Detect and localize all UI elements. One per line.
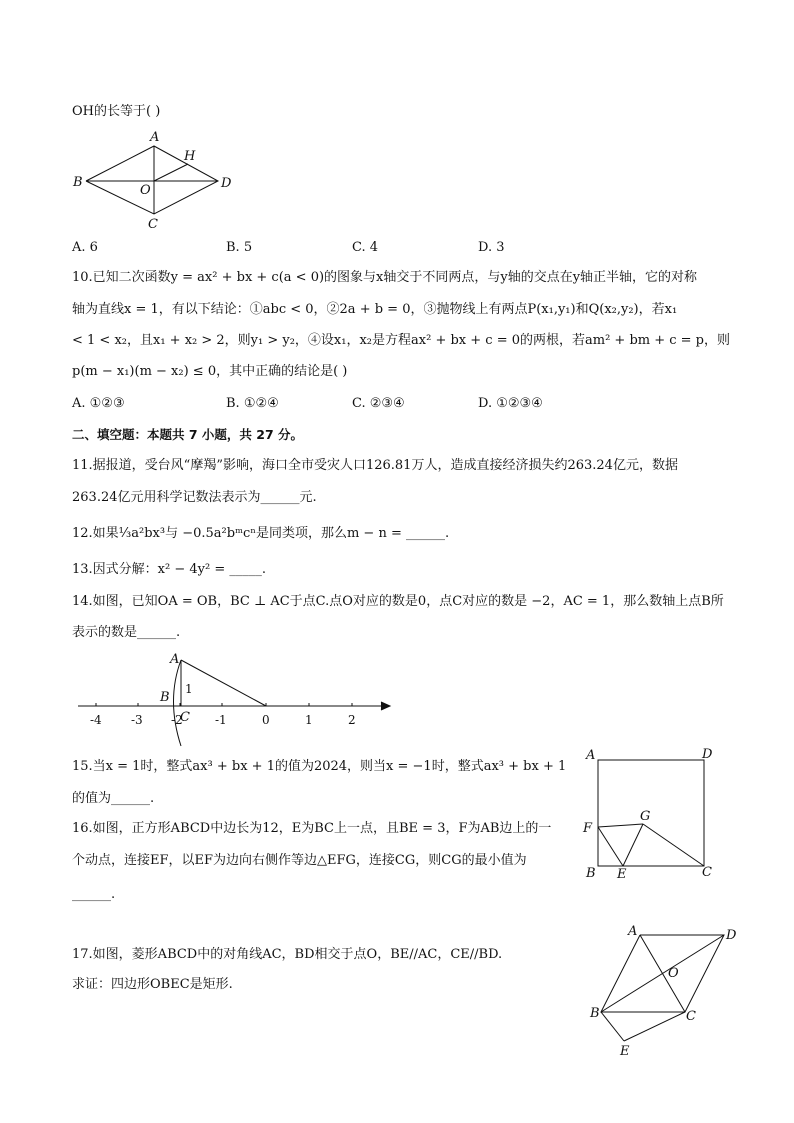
label-o: O	[668, 966, 679, 981]
q9-option-b: B. 5	[226, 240, 253, 255]
q10-line3: < 1 < x₂，且x₁ + x₂ > 2，则y₁ > y₂，④设x₁，x₂是方程ax² + bx + c = 0的两根，若am² + bm + c = p，则	[72, 333, 731, 348]
label-c: C	[148, 217, 158, 230]
q10-option-c: C. ②③④	[352, 396, 405, 411]
q16-line2: 个动点，连接EF，以EF为边向右侧作等边△EFG，连接CG，则CG的最小值为	[72, 853, 527, 868]
q9-option-d: D. 3	[478, 240, 505, 255]
tick-label-0: 0	[262, 713, 270, 727]
label-ac-length: 1	[185, 682, 193, 696]
tick-label-m2: -2	[171, 713, 183, 727]
q14-line1: 14.如图，已知OA = OB，BC ⊥ AC于点C.点O对应的数是0，点C对应的数是 −2，AC = 1，那么数轴上点B所	[72, 594, 724, 609]
segment-ce	[624, 1012, 685, 1041]
segment-eg	[623, 824, 643, 866]
q10-line1: 10.已知二次函数y = ax² + bx + c(a < 0)的图象与x轴交于不同两点，与y轴的交点在y轴正半轴，它的对称	[72, 270, 698, 285]
q17-line1: 17.如图，菱形ABCD中的对角线AC，BD相交于点O，BE//AC，CE//BD.	[72, 947, 503, 962]
q16-line1: 16.如图，正方形ABCD中边长为12，E为BC上一点，且BE = 3，F为AB边上的一	[72, 821, 552, 836]
label-d: D	[702, 747, 713, 762]
segment-oh	[154, 164, 188, 181]
segment-fg	[598, 824, 643, 827]
label-b: B	[586, 866, 596, 881]
tick-label-2: 2	[348, 713, 356, 727]
label-c: C	[180, 710, 190, 725]
q15-line1: 15.当x = 1时，整式ax³ + bx + 1的值为2024，则当x = −1时，整式ax³ + bx + 1	[72, 759, 567, 774]
label-o: O	[140, 183, 151, 198]
q17-line2: 求证：四边形OBEC是矩形.	[72, 977, 233, 992]
tick-label-m4: -4	[90, 713, 102, 727]
label-f: F	[583, 821, 593, 836]
segment-fe	[598, 827, 623, 866]
q16-square-figure	[580, 742, 730, 882]
label-b: B	[160, 690, 170, 705]
label-d: D	[726, 928, 737, 943]
label-c: C	[702, 865, 712, 880]
q14-number-line-figure	[70, 648, 400, 752]
label-b: B	[590, 1006, 600, 1021]
label-a: A	[628, 924, 638, 939]
diagonal-bd	[601, 935, 724, 1012]
label-e: E	[617, 867, 627, 882]
q13-text: 13.因式分解：x² − 4y² = _____.	[72, 562, 266, 577]
label-h: H	[184, 149, 196, 164]
axis-arrow-icon	[381, 702, 390, 710]
label-a: A	[170, 652, 180, 667]
tick-label-1: 1	[305, 713, 313, 727]
square-abcd	[598, 760, 704, 866]
q9-rhombus-figure	[66, 126, 246, 230]
tick-label-m1: -1	[215, 713, 227, 727]
q12-text: 12.如果⅓a²bx³与 −0.5a²bᵐcⁿ是同类项，那么m − n = ______.	[72, 526, 450, 541]
tick-label-m3: -3	[131, 713, 143, 727]
rhombus-outline	[86, 146, 218, 214]
segment-gc	[643, 824, 704, 866]
q9-option-c: C. 4	[352, 240, 379, 255]
q10-option-b: B. ①②④	[226, 396, 279, 411]
label-b: B	[73, 175, 83, 190]
q15-line2: 的值为______.	[72, 791, 155, 806]
q14-line2: 表示的数是______.	[72, 625, 181, 640]
q10-option-a: A. ①②③	[72, 396, 125, 411]
q10-option-d: D. ①②③④	[478, 396, 543, 411]
q9-option-a: A. 6	[72, 240, 98, 255]
q10-line4: p(m − x₁)(m − x₂) ≤ 0，其中正确的结论是( )	[72, 364, 348, 379]
q10-line2: 轴为直线x = 1，有以下结论：①abc < 0，②2a + b = 0，③抛物线上有两点P(x₁,y₁)和Q(x₂,y₂)，若x₁	[72, 302, 678, 317]
q11-line2: 263.24亿元用科学记数法表示为______元.	[72, 490, 317, 505]
q11-line1: 11.据报道，受台风“摩羯”影响，海口全市受灾人口126.81万人，造成直接经济损失约263.24亿元，数据	[72, 458, 678, 473]
section2-heading: 二、填空题：本题共 7 小题，共 27 分。	[72, 427, 304, 442]
q9-stem-tail: OH的长等于( )	[72, 104, 161, 119]
q16-line3: ______.	[72, 887, 116, 902]
label-e: E	[620, 1044, 630, 1059]
segment-be	[601, 1012, 624, 1041]
label-d: D	[221, 176, 232, 191]
label-a: A	[150, 130, 160, 145]
label-a: A	[586, 748, 596, 763]
label-g: G	[640, 809, 651, 824]
label-c: C	[686, 1009, 696, 1024]
segment-ao	[181, 660, 266, 706]
q17-rhombus-figure	[584, 920, 744, 1060]
